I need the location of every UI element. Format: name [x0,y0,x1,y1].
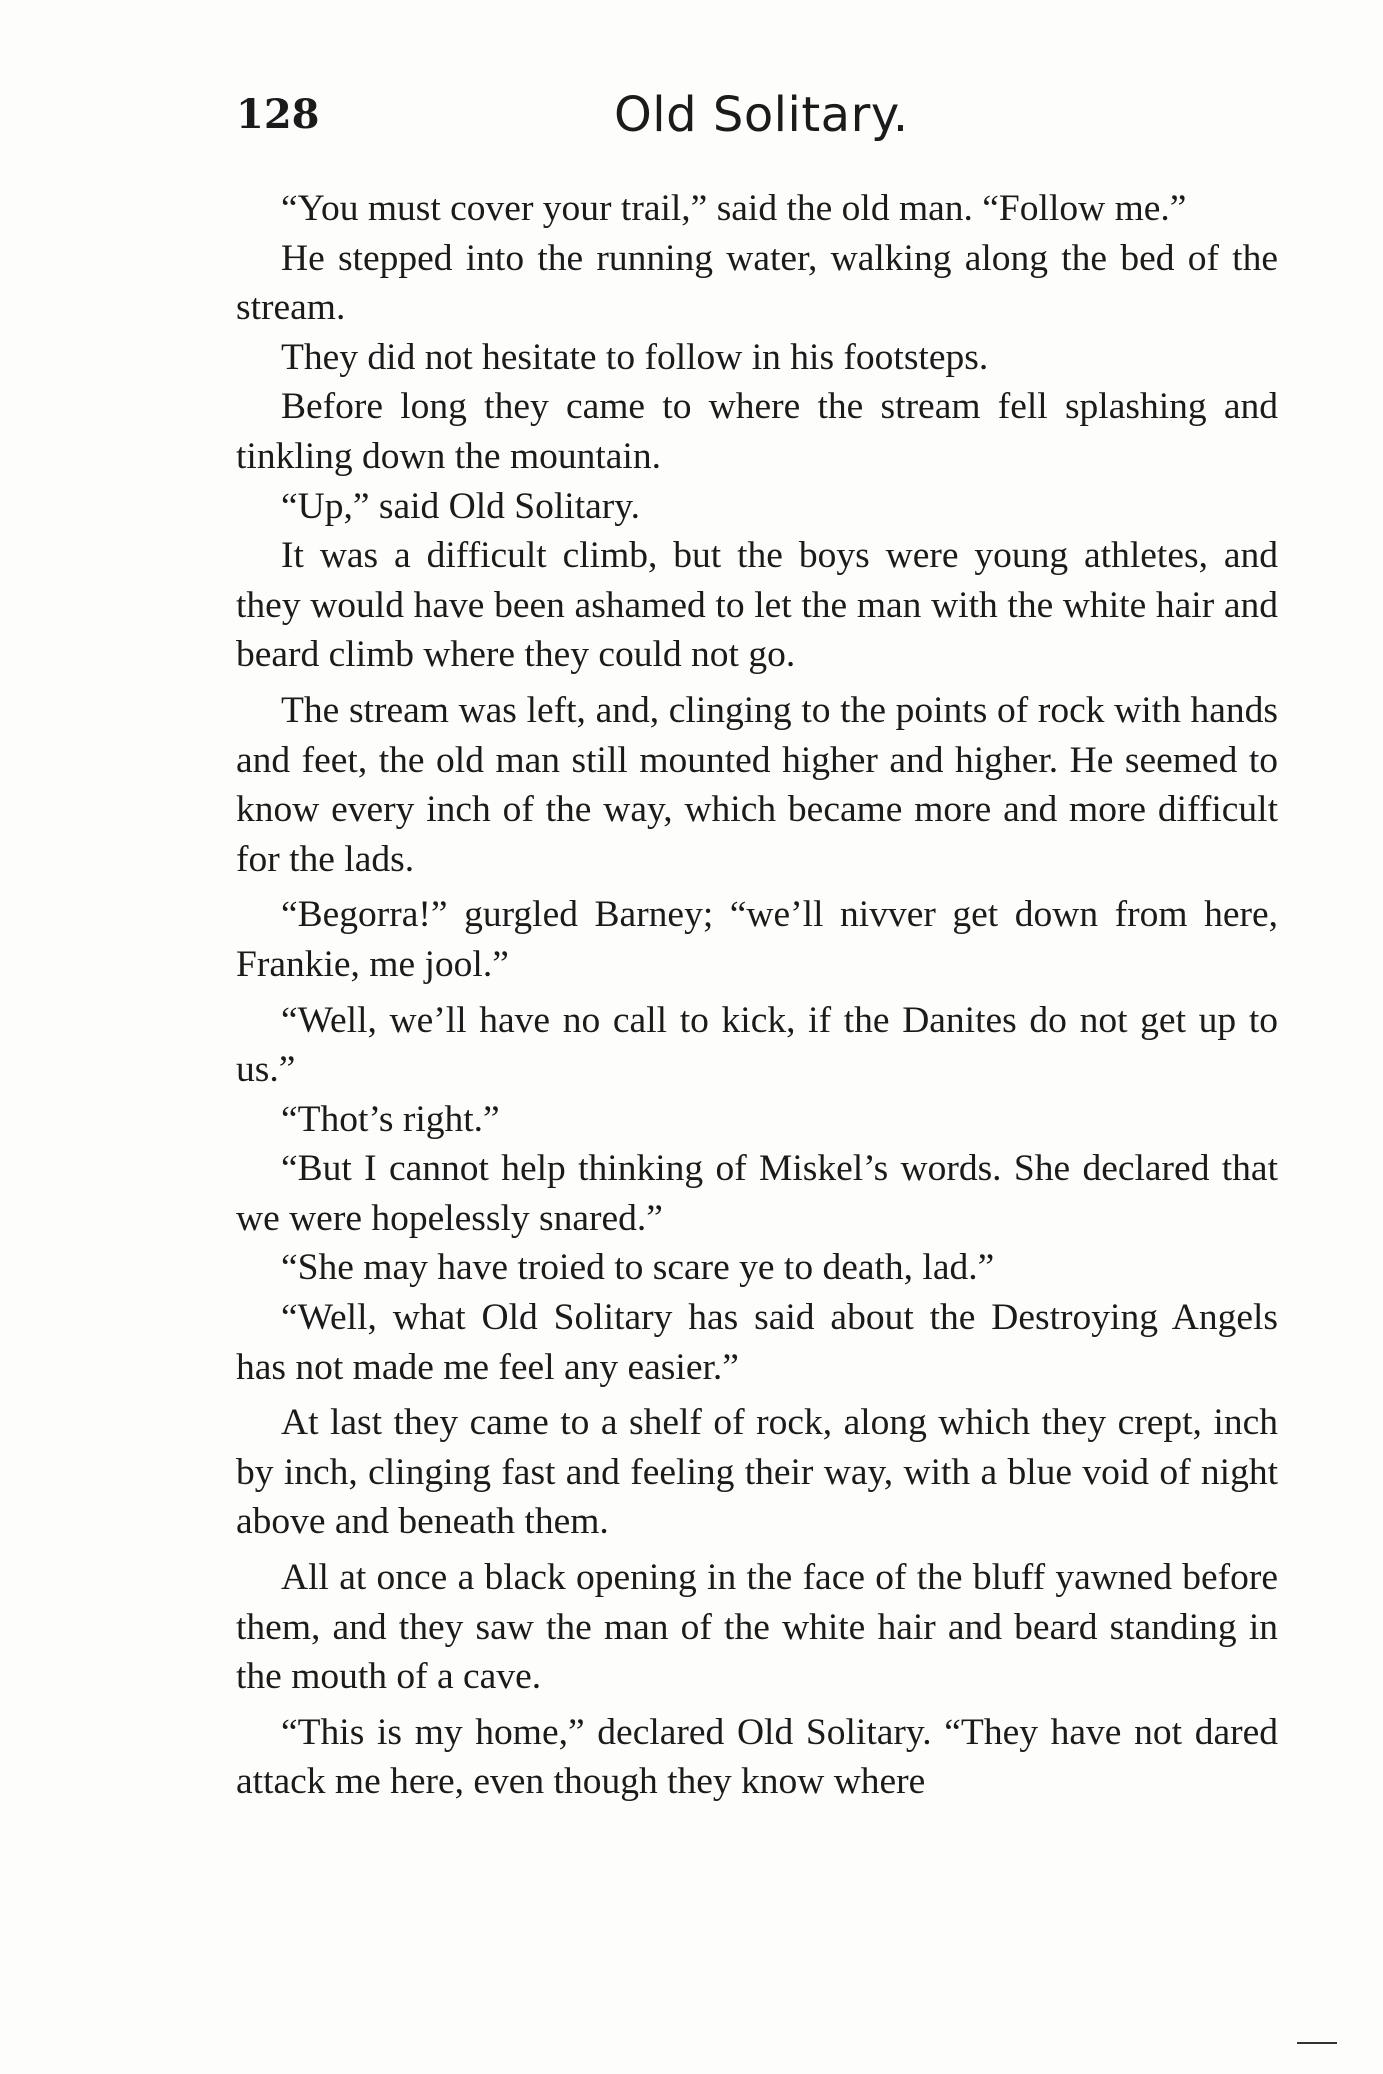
paragraph: The stream was left, and, clinging to the points of rock with hands and feet, the old man still mounted higher and higher. He seemed to know every inch of the way, which became more and more difficult for the lads. [236,689,1278,880]
paragraph: “You must cover your trail,” said the old man. “Follow me.” [281,188,1187,229]
paragraph: It was a difficult climb, but the boys were young athletes, and they would have been ashamed to let the man with the white hair and beard climb where they could not go. [236,535,1278,676]
paragraph: All at once a black opening in the face of the bluff yawned before them, and they saw the man of the white hair and beard standing in the mouth of a cave. [236,1557,1278,1698]
scan-edge-mark [1297,2042,1337,2044]
paragraph: He stepped into the running water, walking along the bed of the stream. [236,237,1278,329]
page-number: 128 [236,91,320,138]
paragraph: “Up,” said Old Solitary. [281,485,640,527]
paragraph: “Well, what Old Solitary has said about the Destroying Angels has not made me feel any easier.” [236,1297,1278,1388]
paragraph: At last they came to a shelf of rock, along which they crept, inch by inch, clinging fast and feeling their way, with a blue void of night above and beneath them. [236,1402,1278,1543]
paragraph: They did not hesitate to follow in his footsteps. [281,336,989,378]
paragraph: “Thot’s right.” [281,1098,500,1140]
paragraph: “But I cannot help thinking of Miskel’s words. She declared that we were hopelessly snared.” [236,1148,1278,1239]
paragraph: “Well, we’ll have no call to kick, if the Danites do not get up to us.” [236,999,1278,1091]
body-text [236,184,1278,1807]
page-header [236,87,1286,165]
running-title: Old Solitary. [614,87,909,143]
paragraph: “She may have troied to scare ye to death, lad.” [281,1247,995,1289]
paragraph: Before long they came to where the stream fell splashing and tinkling down the mountain. [236,386,1278,477]
paragraph: “This is my home,” declared Old Solitary. “They have not dared attack me here, even though they know where [236,1711,1278,1803]
paragraph: “Begorra!” gurgled Barney; “we’ll nivver get down from here, Frankie, me jool.” [236,894,1278,985]
